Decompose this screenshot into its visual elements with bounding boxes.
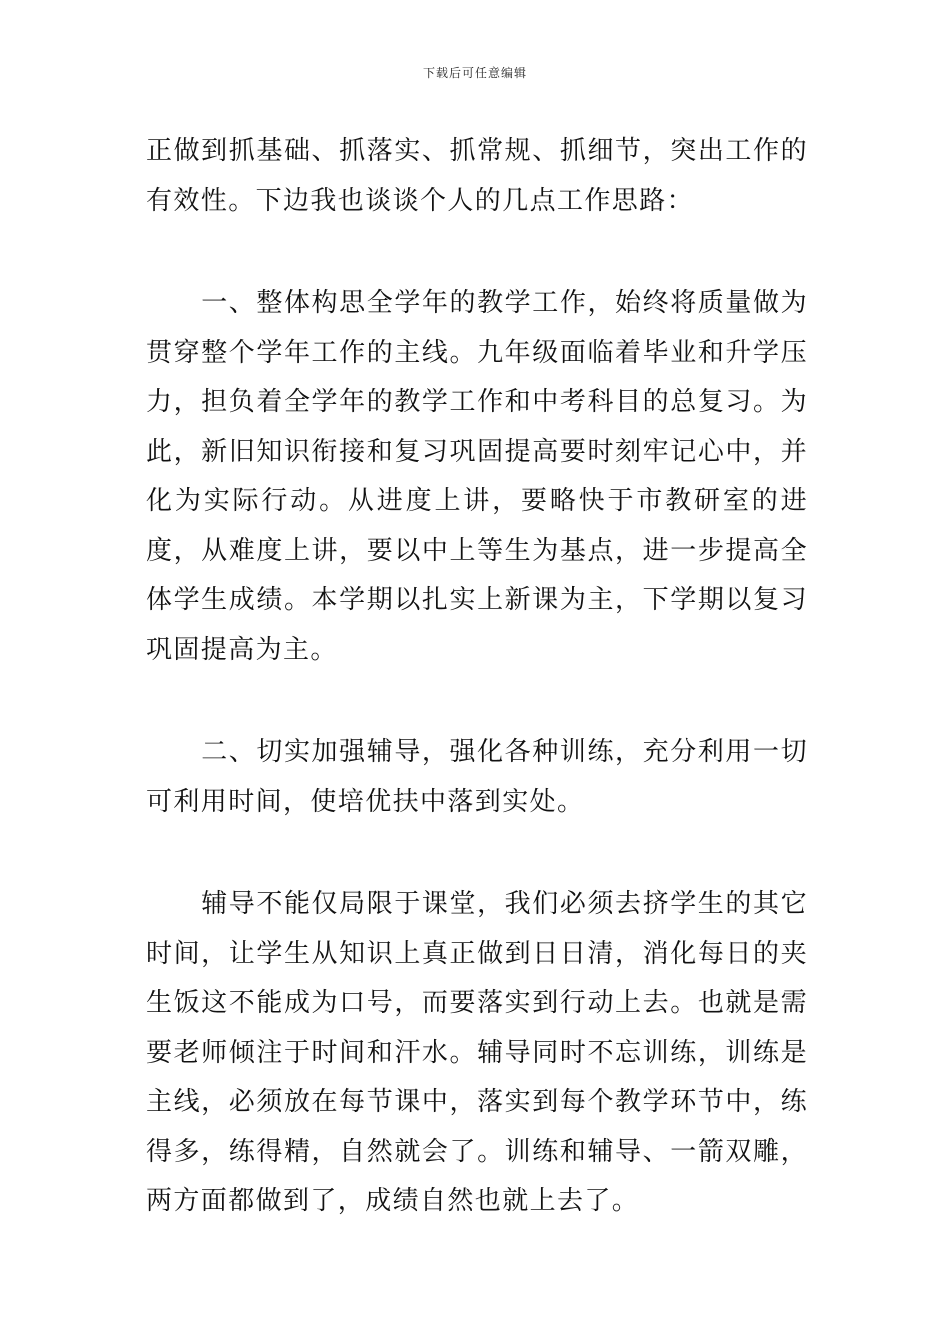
document-body [146, 127, 808, 1227]
paragraph-gap [146, 226, 808, 279]
paragraph-section-one [146, 279, 808, 675]
paragraph-tutoring [146, 880, 808, 1227]
paragraph-continuation: 正做到抓基础、抓落实、抓常规、抓细节，突出工作的有效性。下边我也谈谈个人的几点工作思路： [146, 136, 808, 216]
header-note: 下载后可任意编辑 [422, 66, 527, 80]
paragraph-section-two [146, 728, 808, 827]
paragraph-section-one-text: 一、整体构思全学年的教学工作，始终将质量做为贯穿整个学年工作的主线。九年级面临着毕业和升学压力，担负着全学年的教学工作和中考科目的总复习。为此，新旧知识衔接和复习巩固提高要时刻牢记心中，并化为实际行动。从进度上讲，要略快于市教研室的进度，从难度上讲，要以中上等生为基点，进一步提高全体学生成绩。本学期以扎实上新课为主，下学期以复习巩固提高为主。 [146, 288, 808, 665]
paragraph-gap [146, 827, 808, 880]
paragraph-section-two-text: 二、切实加强辅导，强化各种训练，充分利用一切可利用时间，使培优扶中落到实处。 [146, 737, 808, 817]
paragraph-gap [146, 675, 808, 728]
paragraph-tutoring-text: 辅导不能仅局限于课堂，我们必须去挤学生的其它时间，让学生从知识上真正做到日日清，消化每日的夹生饭这不能成为口号，而要落实到行动上去。也就是需要老师倾注于时间和汗水。辅导同时不忘训练，训练是主线，必须放在每节课中，落实到每个教学环节中，练得多，练得精，自然就会了。训练和辅导、一箭双雕，两方面都做到了，成绩自然也就上去了。 [146, 889, 808, 1216]
